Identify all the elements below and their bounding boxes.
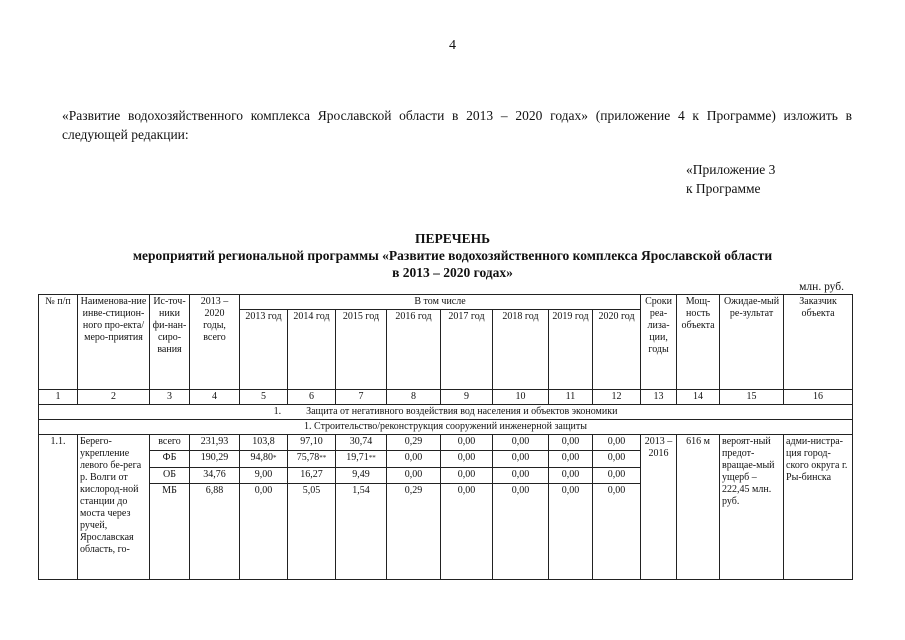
year-cell: 0,00	[593, 435, 641, 451]
column-number: 2	[78, 390, 150, 405]
project-number: 1.1.	[39, 435, 78, 580]
column-number: 8	[387, 390, 441, 405]
year-cell: 0,00	[441, 484, 493, 580]
year-cell	[288, 451, 336, 467]
year-cell: 0,00	[441, 467, 493, 483]
section-row	[39, 405, 853, 420]
column-number: 7	[336, 390, 387, 405]
intro-paragraph: «Развитие водохозяйственного комплекса Ярославской области в 2013 – 2020 годах» (приложение 4 к Программе) изложить в следующей редакции:	[62, 108, 852, 142]
source-cell: МБ	[150, 484, 190, 580]
header-year: 2014 год	[288, 310, 336, 390]
total-cell: 6,88	[190, 484, 240, 580]
year-cell: 9,00	[240, 467, 288, 483]
source-cell: ФБ	[150, 451, 190, 467]
year-cell: 0,00	[441, 451, 493, 467]
year-value: 19,71	[346, 452, 369, 464]
page-number: 4	[449, 38, 456, 53]
units-label: млн. руб.	[799, 281, 844, 293]
year-cell: 30,74	[336, 435, 387, 451]
source-cell: всего	[150, 435, 190, 451]
footnote-mark: *	[273, 454, 277, 463]
header-year: 2015 год	[336, 310, 387, 390]
year-cell: 0,00	[493, 484, 549, 580]
title-line-2: мероприятий региональной программы «Развитие водохозяйственного комплекса Ярославской области	[132, 248, 773, 263]
column-number: 5	[240, 390, 288, 405]
header-year: 2013 год	[240, 310, 288, 390]
appendix-reference	[686, 160, 775, 198]
column-number: 12	[593, 390, 641, 405]
column-number: 1	[39, 390, 78, 405]
header-year: 2020 год	[593, 310, 641, 390]
total-cell: 34,76	[190, 467, 240, 483]
year-value: 94,80	[250, 452, 273, 464]
project-capacity: 616 м	[677, 435, 720, 580]
column-number: 11	[549, 390, 593, 405]
project-name: Берего-укрепление левого бе-рега р. Волги от кислород-ной станции до моста через ручей, Ярославская область, го-	[78, 435, 150, 580]
year-cell: 0,00	[441, 435, 493, 451]
title-line-3: в 2013 – 2020 годах»	[392, 265, 513, 280]
header-customer: Заказчик объекта	[784, 295, 853, 390]
project-terms: 2013 – 2016	[641, 435, 677, 580]
column-number: 6	[288, 390, 336, 405]
header-row-1	[39, 295, 853, 310]
subsection-title: 1. Строительство/реконструкция сооружений инженерной защиты	[39, 420, 853, 435]
year-cell: 1,54	[336, 484, 387, 580]
year-cell: 0,00	[387, 467, 441, 483]
header-year: 2018 год	[493, 310, 549, 390]
year-cell: 9,49	[336, 467, 387, 483]
header-total: 2013 – 2020 годы, всего	[190, 295, 240, 390]
year-cell: 0,00	[593, 467, 641, 483]
header-capacity: Мощ-ность объекта	[677, 295, 720, 390]
year-cell: 0,00	[387, 451, 441, 467]
year-cell: 0,00	[593, 484, 641, 580]
measures-table	[38, 294, 853, 580]
year-cell: 5,05	[288, 484, 336, 580]
year-cell: 0,00	[240, 484, 288, 580]
column-number-row	[39, 390, 853, 405]
header-including: В том числе	[240, 295, 641, 310]
column-number: 3	[150, 390, 190, 405]
header-year: 2016 год	[387, 310, 441, 390]
year-cell: 0,00	[493, 451, 549, 467]
year-cell: 0,00	[549, 484, 593, 580]
project-result: вероят-ный предот-вращае-мый ущерб – 222,45 млн. руб.	[720, 435, 784, 580]
year-cell	[240, 451, 288, 467]
appendix-line-1: «Приложение 3	[686, 162, 776, 177]
appendix-line-2: к Программе	[686, 181, 761, 196]
year-cell: 0,29	[387, 435, 441, 451]
document-title	[0, 230, 905, 281]
header-year: 2017 год	[441, 310, 493, 390]
column-number: 14	[677, 390, 720, 405]
column-number: 13	[641, 390, 677, 405]
header-source: Ис-точ-ники фи-нан-сиро-вания	[150, 295, 190, 390]
year-cell: 0,00	[593, 451, 641, 467]
year-cell: 16,27	[288, 467, 336, 483]
year-value: 75,78	[296, 452, 320, 464]
total-cell: 231,93	[190, 435, 240, 451]
footnote-mark: **	[319, 454, 327, 463]
header-terms: Сроки реа-лиза-ции, годы	[641, 295, 677, 390]
title-line-1: ПЕРЕЧЕНЬ	[414, 231, 491, 246]
year-cell: 0,29	[387, 484, 441, 580]
source-cell: ОБ	[150, 467, 190, 483]
column-number: 9	[441, 390, 493, 405]
year-cell: 103,8	[240, 435, 288, 451]
year-cell: 97,10	[288, 435, 336, 451]
column-number: 16	[784, 390, 853, 405]
year-cell: 0,00	[549, 467, 593, 483]
year-cell: 0,00	[493, 467, 549, 483]
year-cell	[336, 451, 387, 467]
header-year: 2019 год	[549, 310, 593, 390]
header-no: № п/п	[39, 295, 78, 390]
year-cell: 0,00	[493, 435, 549, 451]
header-result: Ожидае-мый ре-зультат	[720, 295, 784, 390]
footnote-mark: **	[368, 454, 376, 463]
subsection-row	[39, 420, 853, 435]
project-customer: адми-нистра-ция город-ского округа г. Ры-бинска	[784, 435, 853, 580]
column-number: 4	[190, 390, 240, 405]
column-number: 10	[493, 390, 549, 405]
year-cell: 0,00	[549, 451, 593, 467]
section-title: 1. Защита от негативного воздействия вод населения и объектов экономики	[39, 405, 853, 420]
column-number: 15	[720, 390, 784, 405]
year-cell: 0,00	[549, 435, 593, 451]
header-name: Наименова-ние инве-стицион-ного про-екта/меро-приятия	[78, 295, 150, 390]
table-row	[39, 435, 853, 451]
total-cell: 190,29	[190, 451, 240, 467]
